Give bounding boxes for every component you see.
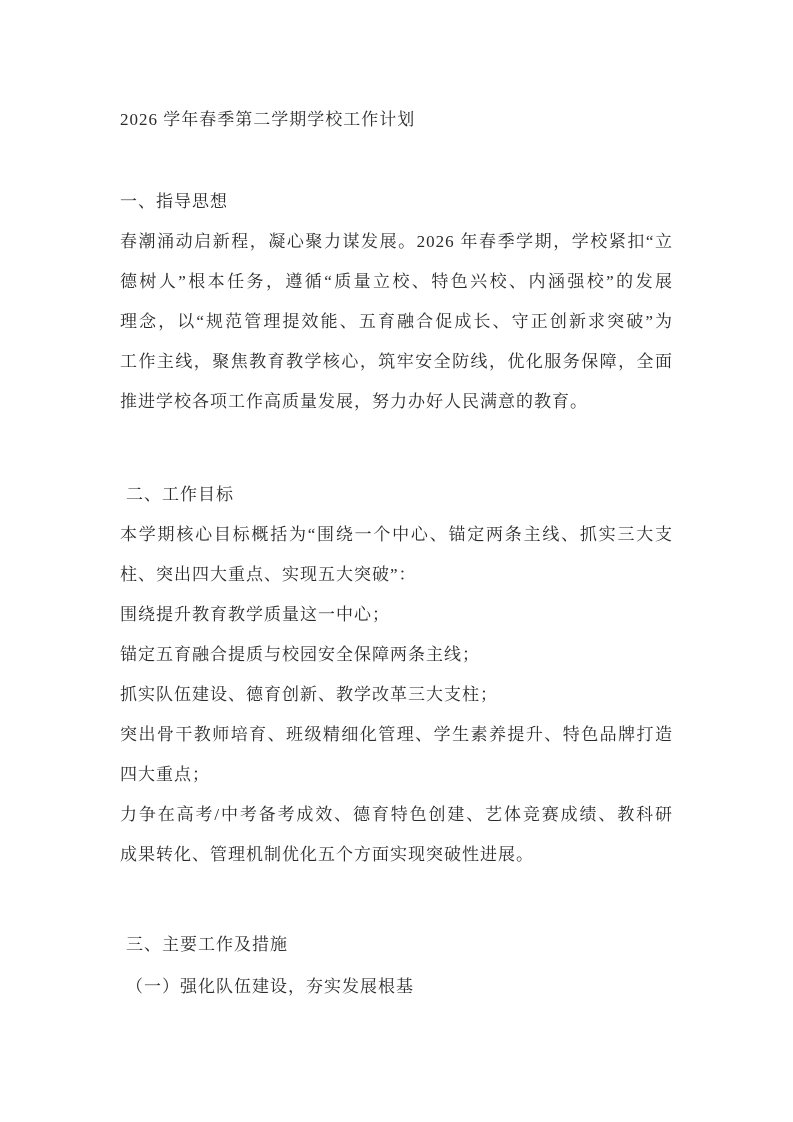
section-2-goal-line: 突出骨干教师培育、班级精细化管理、学生素养提升、特色品牌打造	[120, 725, 673, 744]
section-2-paragraph-line: 本学期核心目标概括为“围绕一个中心、锚定两条主线、抓实三大支	[120, 525, 673, 544]
section-1-paragraph-line: 工作主线，聚焦教育教学核心，筑牢安全防线，优化服务保障，全面	[120, 352, 673, 371]
section-2-goal-line: 锚定五育融合提质与校园安全保障两条主线；	[120, 645, 480, 664]
section-1-paragraph-line: 推进学校各项工作高质量发展，努力办好人民满意的教育。	[120, 392, 588, 411]
section-3-subheading: （一）强化队伍建设，夯实发展根基	[126, 977, 414, 996]
section-1-paragraph-line: 理念，以“规范管理提效能、五育融合促成长、守正创新求突破”为	[120, 312, 673, 331]
section-1-paragraph-line: 春潮涌动启新程，凝心聚力谋发展。2026 年春季学期，学校紧扣“立	[120, 232, 673, 251]
section-2-goal-line: 四大重点；	[120, 765, 210, 784]
section-2-goal-line: 抓实队伍建设、德育创新、教学改革三大支柱；	[120, 685, 498, 704]
document-title: 2026 学年春季第二学期学校工作计划	[120, 110, 416, 129]
section-2-heading: 二、工作目标	[126, 485, 234, 504]
section-1-heading: 一、指导思想	[120, 192, 228, 211]
section-3-heading: 三、主要工作及措施	[126, 935, 288, 954]
section-1-paragraph-line: 德树人”根本任务，遵循“质量立校、特色兴校、内涵强校”的发展	[120, 272, 673, 291]
section-2-goal-line: 围绕提升教育教学质量这一中心；	[120, 605, 390, 624]
section-2-paragraph-line: 柱、突出四大重点、实现五大突破”：	[120, 565, 417, 584]
section-2-goal-line: 力争在高考/中考备考成效、德育特色创建、艺体竞赛成绩、教科研	[120, 805, 673, 824]
section-2-goal-line: 成果转化、管理机制优化五个方面实现突破性进展。	[120, 845, 534, 864]
